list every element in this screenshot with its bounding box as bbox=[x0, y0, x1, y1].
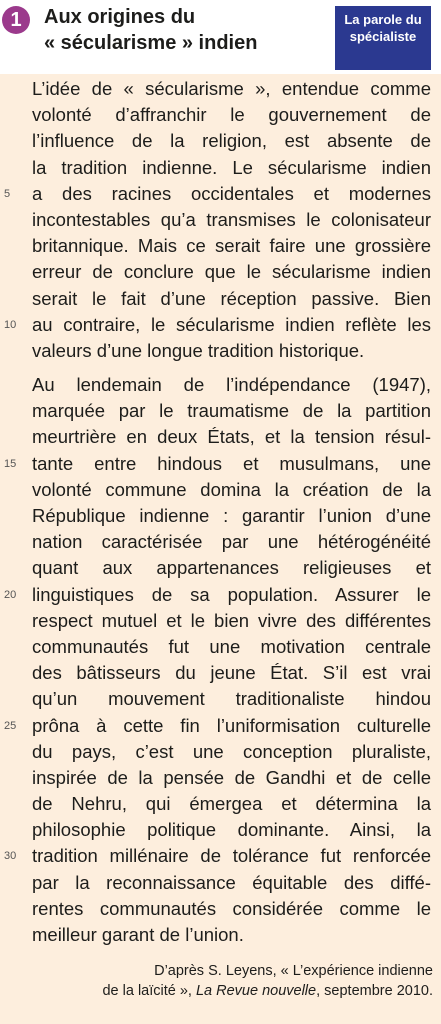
line-text: communautés fut une motivation centrale bbox=[32, 635, 431, 657]
document-number-badge: 1 bbox=[2, 6, 30, 34]
line-text: meurtrière en deux États, et la tension résul- bbox=[32, 426, 431, 448]
line-number: 5 bbox=[4, 187, 11, 200]
line-number: 30 bbox=[4, 850, 17, 863]
source-date-part: , septembre 2010. bbox=[316, 983, 433, 999]
line-text: philosophie politique dominante. Ainsi, la bbox=[32, 819, 431, 841]
text-line bbox=[0, 555, 441, 581]
text-line bbox=[0, 896, 441, 922]
text-line bbox=[0, 660, 441, 686]
line-text: du pays, c’est une conception pluraliste, bbox=[32, 740, 431, 762]
line-text: meilleur garant de l’union. bbox=[32, 924, 244, 945]
line-text: linguistiques de sa population. Assurer le bbox=[32, 583, 431, 605]
line-text: L’idée de « sécularisme », entendue comme bbox=[32, 78, 431, 99]
text-line bbox=[0, 843, 441, 869]
line-text: britannique. Mais ce serait faire une grossière bbox=[32, 235, 431, 257]
text-line bbox=[0, 529, 441, 555]
text-line bbox=[0, 765, 441, 791]
text-line bbox=[0, 477, 441, 503]
line-text: marquée par le traumatisme de la partition bbox=[32, 400, 431, 422]
line-text: respect mutuel et le bien vivre des différentes bbox=[32, 609, 431, 631]
text-line bbox=[0, 102, 441, 128]
text-line bbox=[0, 286, 441, 312]
text-line bbox=[0, 338, 441, 364]
document-header bbox=[0, 0, 441, 74]
line-text: des bâtisseurs du jeune État. S’il est vrai bbox=[32, 662, 431, 684]
text-line bbox=[0, 451, 441, 477]
text-line bbox=[0, 791, 441, 817]
line-text: qu’un mouvement traditionaliste hindou bbox=[32, 688, 431, 710]
tag-line-2: spécialiste bbox=[349, 29, 417, 44]
line-text: République indienne : garantir l’union d’une bbox=[32, 505, 431, 526]
specialist-tag bbox=[335, 6, 431, 70]
line-text: incontestables qu’a transmises le colonisateur bbox=[32, 208, 431, 230]
line-text: inspirée de la pensée de Gandhi et de celle bbox=[32, 766, 431, 788]
title-line-1: Aux origines du bbox=[44, 6, 196, 28]
line-number: 10 bbox=[4, 318, 17, 331]
text-line bbox=[0, 372, 441, 398]
line-text: volonté commune domina la création de la bbox=[32, 478, 431, 500]
source-author-part: de la laïcité », bbox=[102, 983, 196, 999]
source-publication: La Revue nouvelle bbox=[195, 983, 317, 999]
text-line bbox=[0, 739, 441, 765]
document-body bbox=[0, 76, 441, 948]
line-text: volonté d’affranchir le gouvernement de bbox=[32, 104, 431, 126]
text-line bbox=[0, 128, 441, 154]
line-number: 15 bbox=[4, 457, 17, 470]
text-line bbox=[0, 503, 441, 529]
line-text: Au lendemain de l’indépendance (1947), bbox=[32, 374, 431, 396]
line-text: rentes communautés considérée comme le bbox=[32, 897, 431, 919]
text-line bbox=[0, 155, 441, 181]
text-line bbox=[0, 259, 441, 285]
document-title bbox=[44, 4, 257, 56]
text-line bbox=[0, 922, 441, 948]
line-number: 25 bbox=[4, 719, 17, 732]
text-line bbox=[0, 398, 441, 424]
line-text: par la reconnaissance équitable des diffé- bbox=[32, 871, 431, 893]
text-line bbox=[0, 424, 441, 450]
source-line-1: D’après S. Leyens, « L’expérience indienne bbox=[154, 963, 433, 979]
line-text: de Nehru, qui émergea et détermina la bbox=[32, 793, 431, 815]
line-text: a des racines occidentales et modernes bbox=[32, 182, 431, 204]
line-text: la tradition indienne. Le sécularisme indien bbox=[32, 156, 431, 178]
text-line bbox=[0, 634, 441, 660]
text-line bbox=[0, 582, 441, 608]
text-line bbox=[0, 312, 441, 338]
line-text: quant aux appartenances religieuses et bbox=[32, 557, 431, 579]
title-line-2: « sécularisme » indien bbox=[44, 32, 258, 54]
tag-line-1: La parole du bbox=[344, 12, 422, 27]
text-line bbox=[0, 713, 441, 739]
line-text: serait le fait d’une réception passive. Bien bbox=[32, 287, 431, 309]
line-text: prôna à cette fin l’uniformisation culturelle bbox=[32, 714, 431, 736]
text-line bbox=[0, 686, 441, 712]
line-text: tante entre hindous et musulmans, une bbox=[32, 452, 431, 474]
line-text: valeurs d’une longue tradition historique. bbox=[32, 339, 365, 361]
source-citation bbox=[0, 961, 441, 1001]
line-text: nation caractérisée par une hétérogénéité bbox=[32, 531, 431, 553]
source-line-2 bbox=[0, 981, 441, 1001]
text-line bbox=[0, 608, 441, 634]
line-text: l’influence de la religion, est absente de bbox=[32, 130, 431, 152]
text-line bbox=[0, 76, 441, 102]
text-line bbox=[0, 817, 441, 843]
line-number: 20 bbox=[4, 588, 17, 601]
text-line bbox=[0, 207, 441, 233]
text-line bbox=[0, 181, 441, 207]
line-text: tradition millénaire de tolérance fut renforcée bbox=[32, 845, 431, 867]
line-text: au contraire, le sécularisme indien reflète les bbox=[32, 313, 431, 335]
line-text: erreur de conclure que le sécularisme indien bbox=[32, 261, 431, 283]
text-line bbox=[0, 233, 441, 259]
text-line bbox=[0, 870, 441, 896]
